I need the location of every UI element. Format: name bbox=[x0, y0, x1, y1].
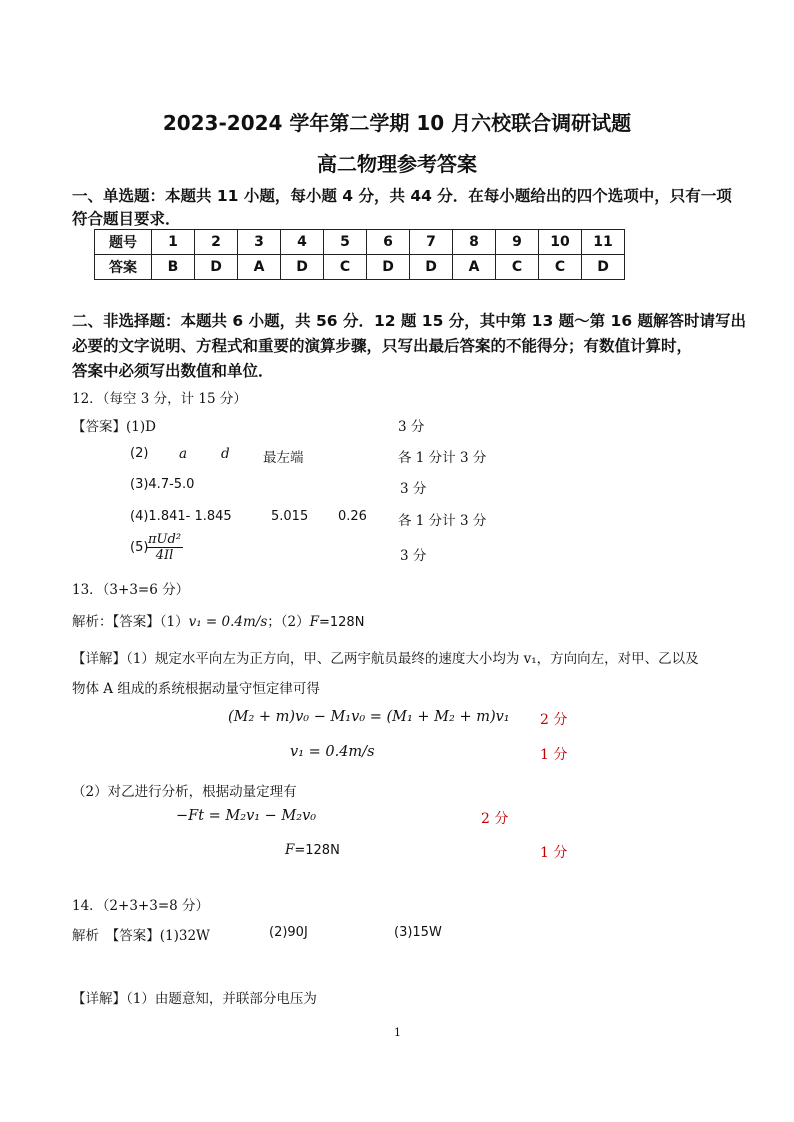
q13-equation-3-score: 2 分 bbox=[481, 811, 509, 827]
q13-answer-force-val: =128N bbox=[319, 615, 365, 630]
table-cell: 6 bbox=[367, 230, 410, 255]
section1-heading-line2: 符合题目要求． bbox=[72, 210, 181, 228]
q13-equation-2-score: 1 分 bbox=[540, 747, 568, 763]
table-header-cell: 题号 bbox=[95, 230, 152, 255]
q13-answer-force-var: F bbox=[309, 614, 319, 630]
table-cell: C bbox=[496, 255, 539, 280]
table-row-numbers bbox=[95, 230, 625, 255]
q12-score-2: 各 1 分计 3 分 bbox=[398, 450, 487, 466]
q13-equation-4-var: F bbox=[285, 842, 295, 858]
q12-score-4: 各 1 分计 3 分 bbox=[398, 513, 487, 529]
q14-header: 14．（2+3+3=8 分） bbox=[72, 898, 210, 914]
q12-answer-1: 【答案】(1)D bbox=[72, 419, 156, 435]
table-cell: 7 bbox=[410, 230, 453, 255]
q12-score-5: 3 分 bbox=[400, 548, 427, 564]
fraction-denominator: 4Il bbox=[155, 548, 174, 563]
q13-equation-1-score: 2 分 bbox=[540, 712, 568, 728]
q14-answer-1: 解析 【答案】(1)32W bbox=[72, 928, 210, 944]
table-cell: B bbox=[152, 255, 195, 280]
q12-answer-4-value2: 0.26 bbox=[338, 509, 367, 524]
q13-header: 13．（3+3=6 分） bbox=[72, 582, 190, 598]
q12-answer-5-num: (5) bbox=[130, 540, 149, 555]
section2-heading-line3: 答案中必须写出数值和单位． bbox=[72, 362, 274, 380]
table-cell: 5 bbox=[324, 230, 367, 255]
table-cell: 4 bbox=[281, 230, 324, 255]
q13-equation-3: −Ft = M₂v₁ − M₂v₀ bbox=[176, 808, 317, 824]
q12-score-1: 3 分 bbox=[398, 419, 425, 435]
section2-heading-line1: 二、非选择题：本题共 6 小题，共 56 分．12 题 15 分，其中第 13 题～第 16 题解答时请写出 bbox=[72, 312, 746, 330]
page-number: 1 bbox=[394, 1026, 401, 1039]
table-cell: D bbox=[195, 255, 238, 280]
q13-equation-2: v₁ = 0.4m/s bbox=[290, 744, 375, 760]
q12-answer-2-d: d bbox=[221, 446, 230, 462]
q14-answer-3: (3)15W bbox=[394, 925, 442, 940]
q13-detail-line2: 物体 A 组成的系统根据动量守恒定律可得 bbox=[72, 681, 320, 697]
section1-heading-line1: 一、单选题：本题共 11 小题，每小题 4 分，共 44 分．在每小题给出的四个选项中，只有一项 bbox=[72, 187, 732, 205]
table-cell: 3 bbox=[238, 230, 281, 255]
table-cell: 9 bbox=[496, 230, 539, 255]
table-cell: 2 bbox=[195, 230, 238, 255]
table-cell: 8 bbox=[453, 230, 496, 255]
q12-answer-4-value1: 5.015 bbox=[271, 509, 309, 524]
table-cell: D bbox=[367, 255, 410, 280]
q12-answer-2-text: 最左端 bbox=[263, 450, 304, 466]
q12-score-3: 3 分 bbox=[400, 481, 427, 497]
q14-answer-2: (2)90J bbox=[269, 925, 308, 940]
q12-answer-4: (4)1.841- 1.845 bbox=[130, 509, 232, 524]
q14-detail-line1: 【详解】（1）由题意知，并联部分电压为 bbox=[72, 991, 317, 1007]
q13-detail-line1: 【详解】（1）规定水平向左为正方向，甲、乙两宇航员最终的速度大小均为 v₁，方向向左，对甲、乙以及 bbox=[72, 651, 699, 667]
table-cell: 10 bbox=[539, 230, 582, 255]
section2-heading-line2: 必要的文字说明、方程式和重要的演算步骤，只写出最后答案的不能得分；有数值计算时， bbox=[72, 337, 693, 355]
table-row-answers bbox=[95, 255, 625, 280]
q12-answer-5-fraction bbox=[146, 532, 183, 563]
q13-equation-4-val: =128N bbox=[294, 843, 340, 858]
q13-answer-separator: ；（2） bbox=[267, 614, 310, 630]
q12-answer-2-num: (2) bbox=[130, 446, 149, 461]
q13-equation-4 bbox=[285, 842, 340, 858]
q13-equation-1: (M₂ + m)v₀ − M₁v₀ = (M₁ + M₂ + m)v₁ bbox=[228, 709, 510, 725]
q13-answer-prefix: 解析：【答案】（1） bbox=[72, 614, 189, 630]
table-cell: 11 bbox=[582, 230, 625, 255]
document-title: 2023-2024 学年第二学期 10 月六校联合调研试题 bbox=[162, 111, 632, 135]
table-cell: C bbox=[539, 255, 582, 280]
document-subtitle: 高二物理参考答案 bbox=[317, 152, 477, 176]
fraction-numerator: πUd² bbox=[148, 532, 182, 547]
q13-answer-velocity: v₁ = 0.4m/s bbox=[188, 614, 268, 630]
answer-table bbox=[94, 229, 625, 280]
q12-header: 12．（每空 3 分，计 15 分） bbox=[72, 391, 247, 407]
table-cell: 1 bbox=[152, 230, 195, 255]
table-cell: D bbox=[582, 255, 625, 280]
q12-answer-3: (3)4.7-5.0 bbox=[130, 477, 195, 492]
q13-equation-4-score: 1 分 bbox=[540, 845, 568, 861]
q13-answer-line bbox=[72, 610, 364, 630]
table-header-cell: 答案 bbox=[95, 255, 152, 280]
q13-part2-line: （2）对乙进行分析，根据动量定理有 bbox=[72, 784, 297, 800]
table-cell: A bbox=[238, 255, 281, 280]
table-cell: D bbox=[410, 255, 453, 280]
table-cell: A bbox=[453, 255, 496, 280]
table-cell: C bbox=[324, 255, 367, 280]
table-cell: D bbox=[281, 255, 324, 280]
q12-answer-2-a: a bbox=[179, 446, 188, 462]
